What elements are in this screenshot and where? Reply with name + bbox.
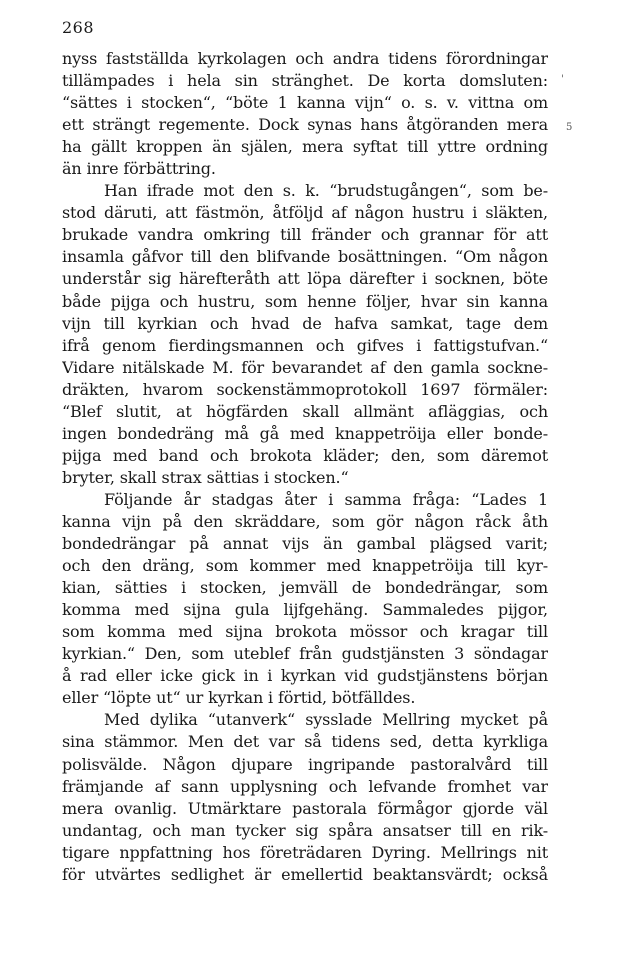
text-line: kanna vijn på den skräddare, som gör någon råck åth — [62, 511, 548, 531]
text-line: sina stämmor. Men det var så tidens sed, detta kyrkliga — [62, 732, 548, 752]
text-line: främjande af sann upplysning och lefvande fromhet var — [62, 776, 548, 796]
text-line: och den dräng, som kommer med knappetröija till kyr- — [62, 556, 548, 576]
text-line: nyss fastställda kyrkolagen och andra tidens förordningar — [62, 49, 548, 68]
text-line: både pijga och hustru, som henne följer, hvar sin kanna — [62, 291, 548, 311]
text-line: bondedrängar på annat vijs än gambal plägsed varit; — [62, 534, 548, 554]
text-line: som komma med sijna brokota mössor och kragar till — [62, 622, 548, 642]
text-line: polisvälde. Någon djupare ingripande pastoralvård till — [62, 754, 548, 774]
page-number: 268 — [62, 18, 95, 37]
text-line: brukade vandra omkring till fränder och grannar för att — [62, 225, 548, 245]
margin-mark: 5 — [566, 122, 573, 133]
text-line: för utvärtes sedlighet är emellertid beaktansvärdt; också — [62, 864, 548, 884]
text-line: “sättes i stocken“, “böte 1 kanna vijn“ o. s. v. vittna om — [62, 93, 548, 113]
text-line: stod däruti, att fästmön, åtföljd af någon hustru i släkten, — [62, 203, 548, 223]
text-line: än inre förbättring. — [62, 159, 216, 179]
text-line: mera ovanlig. Utmärktare pastorala förmågor gjorde väl — [62, 798, 548, 818]
text-line: å rad eller icke gick in i kyrkan vid gudstjänstens början — [62, 666, 548, 686]
text-line: pijga med band och brokota kläder; den, som däremot — [62, 445, 548, 465]
text-line: ifrå genom fierdingsmannen och gifves i fattigstufvan.“ — [62, 335, 548, 355]
text-line: insamla gåfvor till den blifvande bosättningen. “Om någon — [62, 247, 548, 267]
text-line: eller “löpte ut“ ur kyrkan i förtid, bötfälldes. — [62, 688, 416, 708]
text-line: tillämpades i hela sin stränghet. De korta domsluten: — [62, 71, 548, 91]
text-line: Vidare nitälskade M. för bevarandet af den gamla sockne- — [62, 357, 548, 377]
text-line: “Blef slutit, at högfärden skall allmänt afläggias, och — [62, 401, 548, 421]
text-line: kian, sätties i stocken, jemväll de bondedrängar, som — [62, 578, 548, 598]
text-line: vijn till kyrkian och hvad de hafva samkat, tage dem — [62, 313, 548, 333]
text-line: ett strängt regemente. Dock synas hans åtgöranden mera — [62, 115, 548, 135]
text-line: kyrkian.“ Den, som uteblef från gudstjänsten 3 söndagar — [62, 644, 548, 664]
text-line: Med dylika “utanverk“ sysslade Mellring mycket på — [104, 710, 548, 730]
text-line: Han ifrade mot den s. k. “brudstugången“, som be- — [104, 181, 548, 201]
text-line: bryter, skall strax sättias i stocken.“ — [62, 467, 349, 487]
text-line: tigare nppfattning hos företrädaren Dyring. Mellrings nit — [62, 842, 548, 862]
body-text — [62, 48, 548, 886]
text-line: komma med sijna gula lijfgehäng. Sammaledes pijgor, — [62, 600, 548, 620]
text-line: ha gällt kroppen än själen, mera syftat till yttre ordning — [62, 137, 548, 157]
text-line: ingen bondedräng må gå med knappetröija eller bonde- — [62, 423, 548, 443]
text-line: undantag, och man tycker sig spåra ansatser till en rik- — [62, 820, 548, 840]
text-line: Följande år stadgas åter i samma fråga: “Lades 1 — [104, 489, 548, 509]
text-line: understår sig härefteråth att löpa därefter i socknen, böte — [62, 269, 548, 289]
margin-mark: ' — [561, 74, 564, 85]
text-line: dräkten, hvarom sockenstämmoprotokoll 1697 förmäler: — [62, 379, 548, 399]
